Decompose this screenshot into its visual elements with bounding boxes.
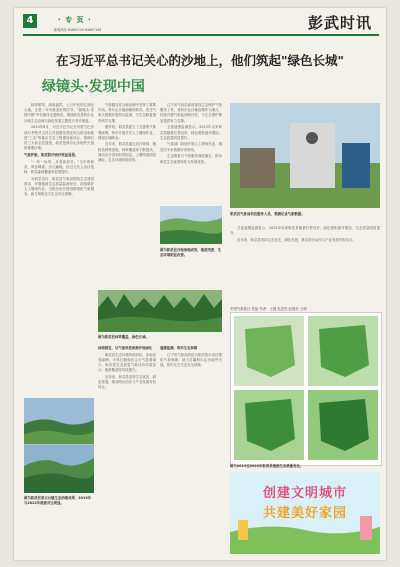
article-title: 在习近平总书记关心的沙地上，他们筑起"绿色长城" xyxy=(55,53,345,68)
paragraph: 气象部门持续开展人工增雨作业，增加空中水资源开发利用。 xyxy=(160,142,222,152)
paragraph: 气象服务在沙地治理中发挥了重要作用。科尔沁沙地南缘的彰武，依托气象大数据开展风沙监测，为生态修复提供科学支撑。 xyxy=(98,103,156,123)
section-label: · 专 页 · xyxy=(58,16,92,24)
photo-right-top xyxy=(230,103,380,208)
article-column-1 xyxy=(24,103,94,393)
photo-forest-caption: 图为彰武县林草覆盖，绿色长城。 xyxy=(98,335,149,339)
newspaper-page xyxy=(14,8,386,560)
paragraph-heading: 气象护航，彰武防沙治沙效益显著。 xyxy=(24,152,79,157)
header-rule xyxy=(23,34,379,36)
banner-line-1: 创建文明城市 xyxy=(262,486,347,501)
banner-line-2: 共建美好家园 xyxy=(262,506,347,521)
paragraph: 林草繁茂，绿意盎然。七月中旬的辽西北大地，正是一年中最美好的时节。"绿镜头·发现中国"中央媒体走进彰武，围绕彰武县科尔沁沙地生态治理与绿色发展主题进行采访报道。 xyxy=(24,103,94,123)
photo-left-caption: 图为彰武县章古台镇生态治理成果，2019年与2022年植被对比明显。 xyxy=(24,496,92,505)
paragraph: "一年一场风，从春刮到冬。"当年的彰武，风沙肆虐，沙丘遍地。经过几代人治沙造林，彰武森林覆盖率显著提升。 xyxy=(24,159,94,174)
header-meta: 新闻热线 84667145 84667146 xyxy=(54,28,102,32)
paragraph: 近年来，彰武县坚持生态优先、绿色发展，推动防沙治沙与产业发展有机结合。 xyxy=(237,237,356,242)
photo-left xyxy=(24,398,94,493)
photo-right-caption: 彰武县气象局科技服务人员，观测记录气象数据。 xyxy=(230,212,305,216)
page-header xyxy=(14,8,386,42)
paragraph: 辽宁省气象局高度重视生态保护气象服务工作，将科尔沁沙地治理作为重点，持续开展气象监测和评估，为生态保护修复提供有力支撑。 xyxy=(160,103,222,123)
paragraph: 生态修复与气象服务深度融合，推动彰武生态优势转化为发展优势。 xyxy=(160,154,222,164)
paragraph: 为科学治沙，彰武县气象局围绕生态建设需求，开展植被生态质量监测评估，持续做好人工增雨作业，为防沙治沙提供精细化气象服务，助力构筑北方生态安全屏障。 xyxy=(24,176,94,197)
paragraph: 卫星遥感监测显示，2023年以来彰武县植被长势良好，绿色面积逐年增加，生态质量明显提升。 xyxy=(230,226,380,236)
article-column-3-lower xyxy=(160,346,222,556)
photo-mid-top xyxy=(160,206,222,244)
photo-mid-top-caption: 图为彰武县沙地治理成效，植被茂密，生态环境明显改善。 xyxy=(160,248,222,257)
paragraph: 彰武县生态环境持续向好，沙地变成绿洲，大风日数和沙尘天气显著减少。彰武县生态质量气象评价结果显示，植被覆盖度持续提升。 xyxy=(98,352,156,373)
article-subtitle: 绿镜头·发现中国 xyxy=(42,79,145,95)
article-credit: 中国气象报社 张晶 作者：王健 赵洪杰 赵瑞东 王倩 xyxy=(230,307,307,311)
paragraph: 卫星遥感监测显示，2023年以来彰武县植被长势良好，绿色面积逐年增加，生态质量明显提升。 xyxy=(160,125,222,140)
section-heading: 因地制宜，以气象科技助推沙地绿化 xyxy=(98,346,153,350)
paragraph: 2023年6月，习近平总书记在内蒙古巴彦淖尔考察并主持召开加强荒漠化综合防治和推进"三北"等重点生态工程建设座谈会，强调打好三大标志性战役，彰武是科尔沁沙地歼灭战的重要区域。 xyxy=(24,125,94,151)
paragraph: 辽宁省气象局持续为彰武防沙治沙提供气象保障，助力打赢科尔沁沙地歼灭战，筑牢北方生态安全屏障。 xyxy=(160,352,222,368)
paragraph: 近年来，彰武县坚持生态优先、绿色发展，推动防沙治沙与产业发展有机结合。 xyxy=(98,375,156,390)
vegetation-map xyxy=(230,312,382,466)
article-column-4 xyxy=(230,226,380,306)
article-column-2 xyxy=(98,103,156,283)
paragraph: 近年来，彰武县通过封沙育林、植树造林等措施，林草覆盖率不断提高，流动沙丘得到有效固定，土壤风蚀明显减轻，生态环境持续好转。 xyxy=(98,142,156,163)
article-column-2-lower xyxy=(98,346,156,556)
section-heading: 遥感监测，筑牢生态屏障 xyxy=(160,346,198,350)
paragraph: 据介绍，彰武县建立了完善的气象观测网，每年开展多次人工增雨作业，增加区域降水。 xyxy=(98,125,156,140)
photo-forest xyxy=(98,290,222,332)
page-number: 4 xyxy=(23,14,37,28)
newspaper-brand: 彭武时讯 xyxy=(307,14,372,32)
map-caption: 图为2019至2022年彰武县植被生态质量变化。 xyxy=(230,464,304,468)
civilization-banner xyxy=(230,472,380,554)
